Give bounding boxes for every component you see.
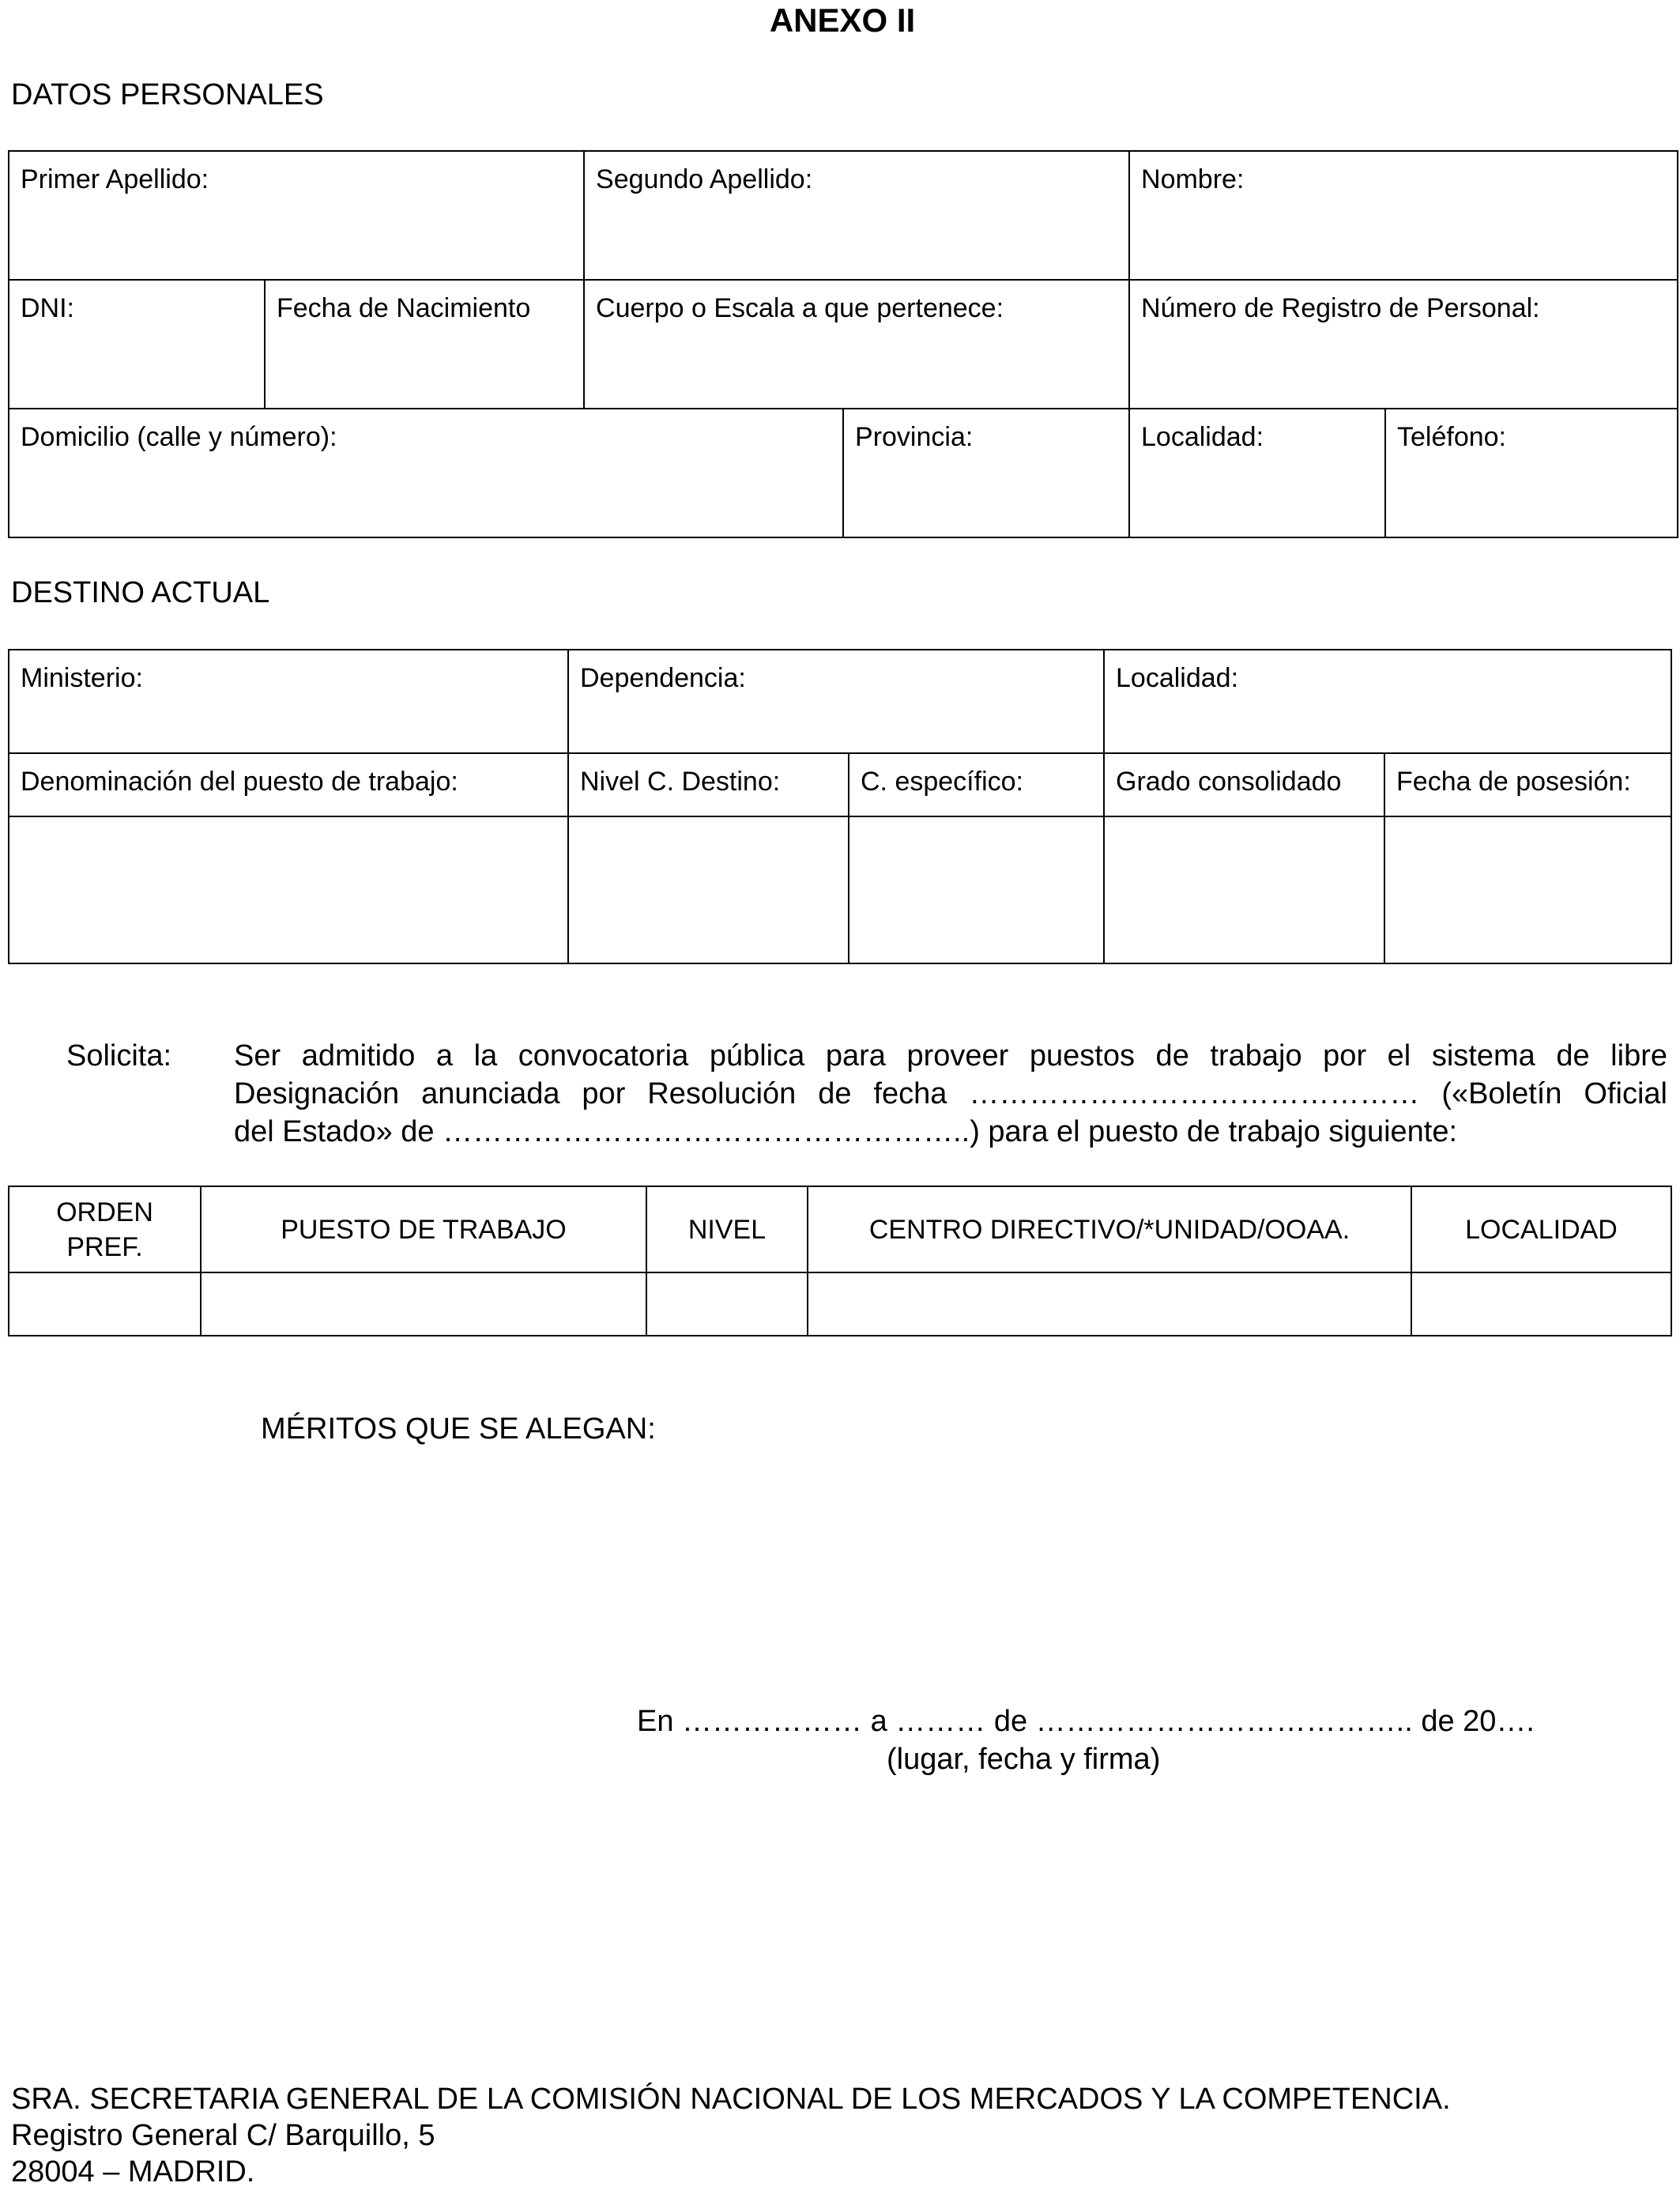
puesto-trabajo-header: PUESTO DE TRABAJO (201, 1186, 646, 1272)
fecha-nacimiento-field[interactable] (265, 280, 584, 409)
solicita-text (234, 1037, 1667, 1151)
firma-caption: (lugar, fecha y firma) (887, 1743, 1161, 1776)
nombre-field[interactable] (1129, 151, 1678, 280)
c-especifico-input[interactable] (849, 816, 1104, 963)
datos-personales-heading: DATOS PERSONALES (11, 78, 324, 111)
footer-recipient: SRA. SECRETARIA GENERAL DE LA COMISIÓN NACIONAL DE LOS MERCADOS Y LA COMPETENCIA. (11, 2083, 1451, 2116)
footer-address (11, 2081, 1451, 2190)
localidad-header: LOCALIDAD (1411, 1186, 1671, 1272)
nivel-input[interactable] (646, 1272, 808, 1336)
primer-apellido-label: Primer Apellido: (21, 164, 209, 194)
footer-city: 28004 – MADRID. (11, 2155, 255, 2188)
firma-line: En ……………… a ……… de ……………………………….. de 20…. (637, 1705, 1535, 1738)
page-title: ANEXO II (769, 2, 916, 39)
solicita-label: Solicita: (66, 1039, 172, 1072)
fecha-posesion-label: Fecha de posesión: (1396, 767, 1631, 797)
orden-pref-line: PREF. (66, 1231, 143, 1262)
numero-registro-field[interactable] (1129, 280, 1678, 409)
centro-directivo-header: CENTRO DIRECTIVO/*UNIDAD/OOAA. (808, 1186, 1411, 1272)
nivel-header: NIVEL (646, 1186, 808, 1272)
dependencia-label: Dependencia: (580, 663, 746, 693)
denominacion-puesto-header (9, 753, 568, 816)
segundo-apellido-field[interactable] (584, 151, 1129, 280)
denominacion-puesto-label: Denominación del puesto de trabajo: (21, 767, 458, 797)
c-especifico-label: C. específico: (861, 767, 1023, 797)
telefono-label: Teléfono: (1397, 422, 1507, 452)
centro-directivo-input[interactable] (808, 1272, 1411, 1336)
fecha-nacimiento-label: Fecha de Nacimiento (277, 293, 531, 323)
dni-field[interactable] (9, 280, 265, 409)
numero-registro-label: Número de Registro de Personal: (1141, 293, 1540, 323)
dependencia-field[interactable] (568, 650, 1104, 753)
solicita-line: Ser admitido a la convocatoria pública para proveer puestos de trabajo por el sistema de libre (234, 1039, 1667, 1072)
primer-apellido-field[interactable] (9, 151, 584, 280)
segundo-apellido-label: Segundo Apellido: (596, 164, 813, 194)
localidad-label: Localidad: (1141, 422, 1264, 452)
footer-street: Registro General C/ Barquillo, 5 (11, 2119, 435, 2152)
nivel-destino-input[interactable] (568, 816, 849, 963)
denominacion-puesto-input[interactable] (9, 816, 568, 963)
destino-localidad-field[interactable] (1104, 650, 1671, 753)
provincia-label: Provincia: (855, 422, 974, 452)
localidad-field[interactable] (1129, 409, 1385, 537)
ministerio-label: Ministerio: (21, 663, 143, 693)
solicita-line: del Estado» de ……………………………………………..) para el puesto de trabajo siguiente: (234, 1115, 1458, 1148)
nombre-label: Nombre: (1141, 164, 1245, 194)
puestos-table (8, 1186, 1672, 1336)
domicilio-field[interactable] (9, 409, 843, 537)
nivel-destino-header (568, 753, 849, 816)
grado-consolidado-label: Grado consolidado (1116, 767, 1342, 797)
c-especifico-header (849, 753, 1104, 816)
orden-pref-line: ORDEN (56, 1197, 153, 1227)
fecha-posesion-header (1384, 753, 1671, 816)
solicita-line: Designación anunciada por Resolución de fecha ……………………………………… («Boletín Oficial (234, 1077, 1667, 1110)
nivel-destino-label: Nivel C. Destino: (580, 767, 781, 797)
destino-actual-table (8, 649, 1672, 964)
dni-label: DNI: (21, 293, 74, 323)
cuerpo-escala-field[interactable] (584, 280, 1129, 409)
telefono-field[interactable] (1385, 409, 1678, 537)
puesto-trabajo-input[interactable] (201, 1272, 646, 1336)
localidad-input[interactable] (1411, 1272, 1671, 1336)
meritos-heading: MÉRITOS QUE SE ALEGAN: (261, 1412, 656, 1446)
ministerio-field[interactable] (9, 650, 568, 753)
datos-personales-table (8, 150, 1678, 538)
domicilio-label: Domicilio (calle y número): (21, 422, 337, 452)
orden-pref-header (9, 1186, 201, 1272)
destino-localidad-label: Localidad: (1116, 663, 1239, 693)
grado-consolidado-input[interactable] (1104, 816, 1384, 963)
fecha-posesion-input[interactable] (1384, 816, 1671, 963)
cuerpo-escala-label: Cuerpo o Escala a que pertenece: (596, 293, 1004, 323)
orden-pref-input[interactable] (9, 1272, 201, 1336)
destino-actual-heading: DESTINO ACTUAL (11, 576, 270, 609)
provincia-field[interactable] (843, 409, 1129, 537)
grado-consolidado-header (1104, 753, 1384, 816)
